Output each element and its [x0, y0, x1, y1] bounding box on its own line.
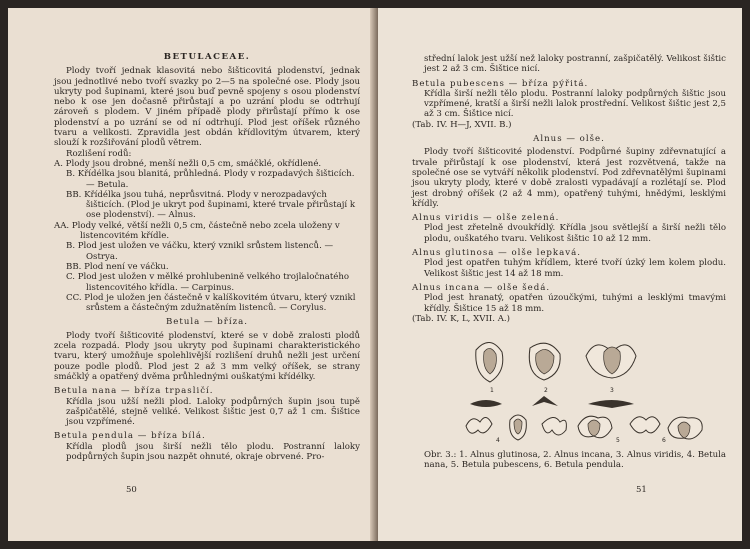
open-book: [8, 8, 742, 541]
family-heading: BETULACEAE.: [163, 52, 251, 62]
fruit-illustration: [462, 330, 712, 448]
plate-reference: (Tab. IV. K, L, XVII. A.): [412, 313, 510, 324]
left-page: [8, 8, 376, 541]
species-title-betula-pubescens: Betula pubescens — bříza pýřitá.: [412, 78, 589, 89]
alnus-description: Plody tvoří šišticovité plodenství. Podpůrné šupiny zdřevnatující a trvale přirůstají k ose plodenství, která jest rozvětvená, takže na společné ose se vytváří několik plodenství. Pod zdřevnatělými šupinami jsou ukryty plody, které v době zralosti vypadávají a rozlétají se. Plod jest drobný oříšek (2 až 4 mm), opatřený tuhými, hnědými, lesklými křídly.: [412, 147, 726, 209]
figure-number: 6: [662, 437, 666, 445]
key-title: Rozlišení rodů:: [66, 148, 132, 159]
figure-number: 1: [490, 387, 494, 395]
key-line: C. Plod jest uložen v mělké prohlubenině velkého trojlaločnatého listencovitého křídla. — Carpinus.: [66, 272, 350, 293]
key-line: B. Plod jest uložen ve váčku, který vznikl srůstem listenců. — Ostrya.: [66, 241, 334, 262]
alnus-viridis-description: Plod jest zřetelně dvoukřídlý. Křídla jsou světlejší a širší nežli tělo plodu, ouškatého tvaru. Velikost šištic 10 až 12 mm.: [424, 223, 726, 244]
key-line: BB. Plod není ve váčku.: [66, 261, 169, 272]
key-line: BB. Křídélka jsou tuhá, neprůsvitná. Plody v nerozpadavých šišticích. (Plod je ukryt pod šupinami, které trvale přirůstají k ose plodenství). — Alnus.: [66, 189, 356, 221]
figure-caption: Obr. 3.: 1. Alnus glutinosa, 2. Alnus incana, 3. Alnus viridis, 4. Betula nana, 5. Betula pubescens, 6. Betula pendula.: [424, 450, 726, 471]
figure-number: 3: [610, 387, 614, 395]
fruit-drawings: [462, 330, 712, 448]
figure-number: 2: [544, 387, 548, 395]
continued-text: střední lalok jest užší než laloky postranní, zašpičatělý. Velikost šištic jest 2 až 3 cm. Šištice nicí.: [424, 54, 726, 75]
key-line: AA. Plody velké, větší nežli 0,5 cm, částečně nebo zcela uloženy v listencovitém křídle.: [54, 220, 340, 242]
betula-pubescens-description: Křídla širší nežli tělo plodu. Postranní laloky podpůrných šištic jsou vzpřímené, kratší a širší nežli lalok prostřední. Velikost šištic jest 2,5 až 3 cm. Šištice nicí.: [424, 88, 726, 120]
key-line: B. Křídélka jsou blanitá, průhledná. Plody v rozpadavých šišticích. — Betula.: [66, 169, 355, 190]
plate-reference: (Tab. IV. H—J, XVII. B.): [412, 119, 512, 130]
right-page: [378, 8, 742, 541]
genus-title-alnus: Alnus — olše.: [533, 134, 605, 145]
genus-title-betula: Betula — bříza.: [165, 317, 249, 328]
page-number-left: 50: [126, 484, 137, 495]
species-title-betula-pendula: Betula pendula — bříza bílá.: [54, 431, 206, 442]
figure-number: 5: [616, 437, 620, 445]
species-title-betula-nana: Betula nana — bříza trpasličí.: [54, 386, 214, 397]
alnus-glutinosa-description: Plod jest opatřen tuhým křídlem, které tvoří úzký lem kolem plodu. Velikost šištic jest 14 až 18 mm.: [424, 258, 726, 279]
alnus-incana-description: Plod jest hranatý, opatřen úzoučkými, tuhými a lesklými tmavými křídly. Šištice 15 až 18 mm.: [424, 293, 726, 314]
key-line: A. Plody jsou drobné, menší nežli 0,5 cm, smáčklé, okřídlené.: [54, 158, 322, 169]
key-line: CC. Plod je uložen jen částečně v kalíškovitém útvaru, který vznikl srůstem a částečným zdužnatěním listenců. — Corylus.: [66, 292, 356, 314]
species-title-alnus-glutinosa: Alnus glutinosa — olše lepkavá.: [412, 248, 581, 259]
page-number-right: 51: [636, 484, 647, 495]
betula-description: Plody tvoří šišticovité plodenství, které se v době zralosti plodů zcela rozpadá. Plody jsou ukryty pod šupinami charakteristického tvaru, který umožňuje spolehlivější rozlišení druhů nežli jest určení pouze podle plodů. Plod jest 2 až 3 mm velký oříšek, se strany smáčklý a opatřený dvěma průhlednými ouškatými křídélky.: [54, 330, 360, 382]
species-title-alnus-viridis: Alnus viridis — olše zelená.: [412, 213, 560, 224]
species-title-alnus-incana: Alnus incana — olše šedá.: [412, 282, 551, 293]
figure-number: 4: [496, 437, 500, 445]
betula-nana-description: Křídla jsou užší nežli plod. Laloky podpůrných šupin jsou tupě zašpičatělé, stejně veliké. Velikost šištic jest 0,7 až 1 cm. Šištice jsou vzpřímené.: [66, 396, 360, 428]
betula-pendula-description: Křídla plodů jsou širší nežli tělo plodu. Postranní laloky podpůrných šupin jsou nazpět ohnuté, okraje obrvené. Pro-: [66, 441, 360, 462]
intro-paragraph: Plody tvoří jednak klasovitá nebo šišticovitá plodenství, jednak jsou jednotlivé nebo tvoří svazky po 2—5 na společné ose. Plody jsou ukryty pod šupinami, které jsou buď pevně spojeny s osou plodenství nebo k ose jen dočasně přirůstají a po uzrání plodu se odtrhují zároveň s plodem. V jiném případě plody přirůstají přímo k ose plodenství a po uzrání se od ní odtrhují. Plod jest oříšek různého tvaru a velikosti. Zpravidla jest obdán křídlovitým útvarem, který slouží k rozšiřování plodů větrem.: [54, 66, 360, 149]
